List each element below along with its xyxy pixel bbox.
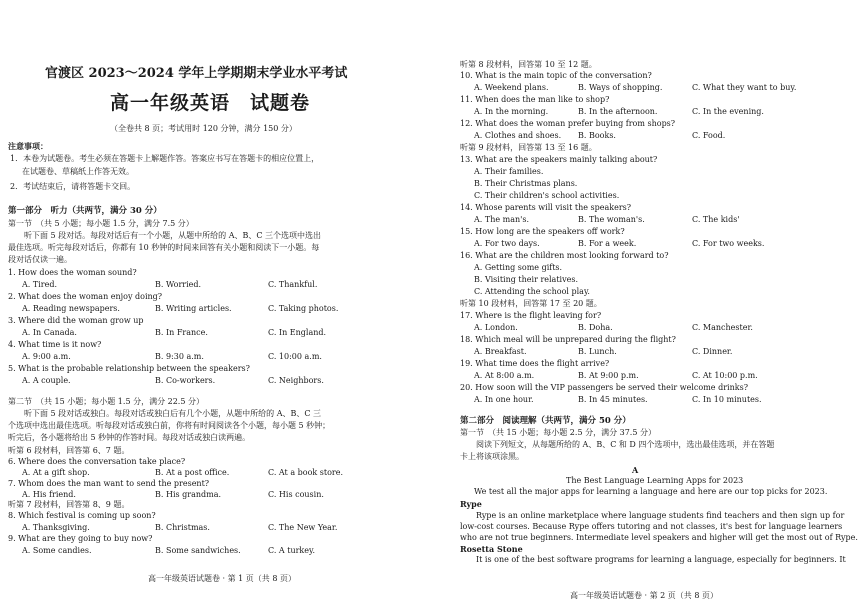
option-c: C. Neighbors. xyxy=(268,376,324,385)
option-a: A. Breakfast. xyxy=(474,347,527,356)
option-a: A. In one hour. xyxy=(474,395,534,404)
option-c: C. At 10:00 p.m. xyxy=(692,371,758,380)
option-b: B. In France. xyxy=(155,328,208,337)
option-a: A. In the morning. xyxy=(474,107,549,116)
q15-option-c: C. For two weeks. xyxy=(692,239,765,248)
passage-intro: We test all the major apps for learning a language and here are our top picks for 2023. xyxy=(474,487,828,496)
option-b: B. Doha. xyxy=(578,323,613,332)
q14-option-b: B. The woman's. xyxy=(578,215,645,224)
rosetta-heading: Rosetta Stone xyxy=(460,544,523,554)
section-2-instruction-3: 听完后，各小题将给出 5 秒钟的作答时间。每段对话或独白读两遍。 xyxy=(8,433,251,442)
option-b: B. Writing articles. xyxy=(155,304,232,313)
material-9-heading: 听第 9 段材料，回答第 13 至 16 题。 xyxy=(460,143,597,152)
option-a: A. Reading newspapers. xyxy=(22,304,120,313)
option-b: B. Christmas. xyxy=(155,523,210,532)
notice-item-1: 1．本卷为试题卷。考生必须在答题卡上解题作答。答案应书写在答题卡的相应位置上， xyxy=(10,154,320,163)
option-b: B. At a post office. xyxy=(155,468,230,477)
option-c: C. In 10 minutes. xyxy=(692,395,762,404)
option-c: C. Dinner. xyxy=(692,347,733,356)
question: 3. Where did the woman grow up xyxy=(8,316,144,325)
option-c: C. Manchester. xyxy=(692,323,753,332)
question-13: 13. What are the speakers mainly talking about? xyxy=(460,155,658,164)
paper-title: 高一年级英语 试题卷 xyxy=(110,92,311,114)
part-2-instruction-2: 卡上将该项涂黑。 xyxy=(460,452,524,461)
notice-item-2: 2．考试结束后，请将答题卡交回。 xyxy=(10,182,136,191)
option-b: B. 9:30 a.m. xyxy=(155,352,204,361)
option-a: A. 9:00 a.m. xyxy=(22,352,71,361)
part-2-title: 第二部分 阅读理解（共两节，满分 50 分） xyxy=(460,416,631,426)
question-14: 14. Whose parents will visit the speakers? xyxy=(460,203,632,212)
option-c: C. Taking photos. xyxy=(268,304,339,313)
option-a: A. London. xyxy=(474,323,518,332)
q15-option-a: A. For two days. xyxy=(474,239,540,248)
q13-option-c: C. Their children's school activities. xyxy=(474,191,620,200)
option-b: B. In the afternoon. xyxy=(578,107,658,116)
material-6-heading: 听第 6 段材料，回答第 6、7 题。 xyxy=(8,446,130,455)
notice-item-1-cont: 在试题卷、草稿纸上作答无效。 xyxy=(22,167,134,176)
q13-option-b: B. Their Christmas plans. xyxy=(474,179,578,188)
option-a: A. A couple. xyxy=(22,376,71,385)
section-2-instruction: 听下面 5 段对话或独白。每段对话或独白后有几个小题，从题中所给的 A、B、C 三 xyxy=(8,409,322,418)
page-footer: 高一年级英语试题卷 · 第 2 页（共 8 页） xyxy=(570,591,718,600)
exam-info: （全卷共 8 页；考试用时 120 分钟，满分 150 分） xyxy=(110,124,297,133)
question: 12. What does the woman prefer buying from shops? xyxy=(460,119,676,128)
q16-option-a: A. Getting some gifts. xyxy=(474,263,563,272)
question: 18. Which meal will be unprepared during the flight? xyxy=(460,335,676,344)
part-1-title: 第一部分 听力（共两节，满分 30 分） xyxy=(8,206,162,216)
rype-text-2: low-cost courses. Because Rype offers tutoring and not classes, it's best for language learners xyxy=(460,522,843,531)
option-a: A. Weekend plans. xyxy=(474,83,549,92)
rype-heading: Rype xyxy=(460,499,482,509)
option-c: C. His cousin. xyxy=(268,490,324,499)
option-b: B. Some sandwiches. xyxy=(155,546,241,555)
option-b: B. Ways of shopping. xyxy=(578,83,663,92)
part-2-instruction: 阅读下列短文，从每题所给的 A、B、C 和 D 四个选项中，选出最佳选项，并在答题 xyxy=(460,440,775,449)
option-b: B. Lunch. xyxy=(578,347,617,356)
rype-text-3: who are not true beginners. Intermediate level speakers and higher will get the most out of Rype. xyxy=(460,533,858,542)
question: 1. How does the woman sound? xyxy=(8,268,137,277)
option-b: B. At 9:00 p.m. xyxy=(578,371,639,380)
q16-option-c: C. Attending the school play. xyxy=(474,287,590,296)
question-16: 16. What are the children most looking forward to? xyxy=(460,251,669,260)
q14-option-c: C. The kids' xyxy=(692,215,740,224)
rosetta-text-1: It is one of the best software programs for learning a language, especially for beginners. It xyxy=(460,555,846,564)
passage-title: The Best Language Learning Apps for 2023 xyxy=(566,476,744,485)
option-c: C. In England. xyxy=(268,328,327,337)
section-1-instruction-3: 段对话仅读一遍。 xyxy=(8,255,72,264)
q16-option-b: B. Visiting their relatives. xyxy=(474,275,579,284)
question: 17. Where is the flight leaving for? xyxy=(460,311,602,320)
option-a: A. Tired. xyxy=(22,280,57,289)
option-c: C. Food. xyxy=(692,131,726,140)
option-a: A. In Canada. xyxy=(22,328,77,337)
question: 8. Which festival is coming up soon? xyxy=(8,511,156,520)
question: 7. Whom does the man want to send the present? xyxy=(8,479,210,488)
option-a: A. At 8:00 a.m. xyxy=(474,371,535,380)
option-c: C. At a book store. xyxy=(268,468,344,477)
section-1-instruction: 听下面 5 段对话。每段对话后有一个小题，从题中所给的 A、B、C 三个选项中选出 xyxy=(8,231,322,240)
q13-option-a: A. Their families. xyxy=(474,167,544,176)
passage-letter: A xyxy=(632,465,639,475)
option-a: A. Some candies. xyxy=(22,546,92,555)
question: 10. What is the main topic of the conversation? xyxy=(460,71,652,80)
q15-option-b: B. For a week. xyxy=(578,239,637,248)
option-a: A. Clothes and shoes. xyxy=(474,131,562,140)
option-c: C. Thankful. xyxy=(268,280,318,289)
material-7-heading: 听第 7 段材料，回答第 8、9 题。 xyxy=(8,500,130,509)
question-15: 15. How long are the speakers off work? xyxy=(460,227,625,236)
page-footer: 高一年级英语试题卷 · 第 1 页（共 8 页） xyxy=(148,574,296,583)
question: 19. What time does the flight arrive? xyxy=(460,359,610,368)
question: 5. What is the probable relationship between the speakers? xyxy=(8,364,250,373)
option-c: C. In the evening. xyxy=(692,107,764,116)
option-c: C. The New Year. xyxy=(268,523,338,532)
question: 4. What time is it now? xyxy=(8,340,102,349)
option-c: C. 10:00 a.m. xyxy=(268,352,322,361)
q14-option-a: A. The man's. xyxy=(474,215,529,224)
question: 20. How soon will the VIP passengers be served their welcome drinks? xyxy=(460,383,748,392)
rype-text-1: Rype is an online marketplace where language students find teachers and then sign up for xyxy=(460,511,845,520)
option-a: A. His friend. xyxy=(22,490,76,499)
option-a: A. At a gift shop. xyxy=(22,468,90,477)
section-2-instruction-2: 个选项中选出最佳选项。听每段对话或独白前，你将有时间阅读各个小题，每小题 5 秒钟； xyxy=(8,421,331,430)
page-2 xyxy=(430,0,860,608)
option-b: B. Co-workers. xyxy=(155,376,216,385)
section-1-instruction-2: 最佳选项。听完每段对话后，你都有 10 秒钟的时间来回答有关小题和阅读下一小题。每 xyxy=(8,243,320,252)
section-1-title: 第一节 （共 5 小题；每小题 1.5 分，满分 7.5 分） xyxy=(8,219,194,228)
option-b: B. His grandma. xyxy=(155,490,222,499)
option-b: B. Worried. xyxy=(155,280,202,289)
option-a: A. Thanksgiving. xyxy=(22,523,90,532)
option-b: B. Books. xyxy=(578,131,616,140)
question: 9. What are they going to buy now? xyxy=(8,534,153,543)
part-2-section-1-title: 第一节 （共 15 小题；每小题 2.5 分，满分 37.5 分） xyxy=(460,428,656,437)
question: 6. Where does the conversation take place? xyxy=(8,457,186,466)
notice-heading: 注意事项： xyxy=(8,141,48,151)
section-2-title: 第二节 （共 15 小题；每小题 1.5 分，满分 22.5 分） xyxy=(8,397,204,406)
material-10-heading: 听第 10 段材料，回答第 17 至 20 题。 xyxy=(460,299,602,308)
option-b: B. In 45 minutes. xyxy=(578,395,648,404)
question: 11. When does the man like to shop? xyxy=(460,95,610,104)
option-c: C. What they want to buy. xyxy=(692,83,797,92)
material-8-heading: 听第 8 段材料，回答第 10 至 12 题。 xyxy=(460,60,597,69)
question: 2. What does the woman enjoy doing? xyxy=(8,292,163,301)
option-c: C. A turkey. xyxy=(268,546,316,555)
exam-title: 官渡区 2023～2024 学年上学期期末学业水平考试 xyxy=(45,66,348,81)
